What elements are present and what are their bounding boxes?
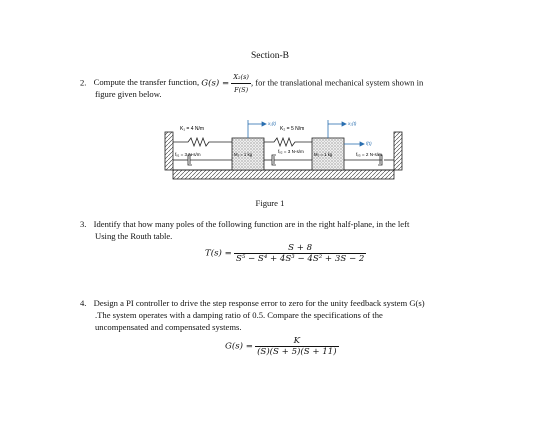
fv3-label: fᵥ₃ = 2 N-s/m	[356, 152, 382, 157]
ground	[173, 170, 394, 179]
question-4	[80, 297, 500, 309]
fraction-numerator: X₂(s)	[231, 71, 251, 84]
damper-fv2	[264, 155, 312, 165]
transfer-function-fraction	[231, 71, 251, 96]
fraction-numerator: K	[255, 336, 339, 347]
x1-label: x₁(t)	[268, 121, 277, 126]
question-text: Identify that how many poles of the following function are in the right half-plane, in the left	[93, 219, 410, 229]
question-number: 4.	[80, 298, 87, 308]
question-text-cont: , for the translational mechanical system shown in	[250, 77, 424, 88]
fv2-label: fᵥ₂ = 3 N-s/m	[278, 149, 304, 154]
question-number: 2.	[80, 77, 87, 88]
question-text: Design a PI controller to drive the step response error to zero for the unity feedback system G(s)	[93, 298, 425, 308]
equation-lhs: T(s) =	[205, 248, 232, 259]
force-label: f(t)	[366, 141, 372, 146]
fraction-denominator: S⁵ − S⁴ + 4S³ − 4S² + 3S − 2	[235, 254, 365, 264]
k2-label: K₂ = 5 N/m	[280, 126, 305, 132]
m1-label: M₁ = 1 kg	[234, 152, 253, 157]
question-4-line-3: uncompensated and compensated systems.	[95, 322, 242, 332]
question-3	[80, 218, 500, 230]
fraction-denominator: F(S)	[234, 86, 249, 94]
equation-fraction	[234, 243, 366, 264]
spring-k2	[264, 138, 312, 146]
equation-fraction	[255, 336, 339, 357]
spring-k1	[173, 138, 232, 146]
routh-equation	[205, 243, 366, 264]
k1-label: K₁ = 4 N/m	[180, 126, 205, 132]
right-wall	[394, 132, 402, 170]
x2-label: x₂(t)	[348, 121, 357, 126]
fraction-numerator: S + 8	[234, 243, 366, 254]
question-text: Compute the transfer function,	[93, 77, 200, 88]
formula-lhs: G(s) =	[201, 78, 230, 89]
question-4-line-2: .The system operates with a damping ratio of 0.5. Compare the specifications of the	[95, 310, 383, 320]
question-3-line-2: Using the Routh table.	[95, 231, 173, 241]
m2-label: M₂ = 1 kg	[314, 152, 333, 157]
question-number: 3.	[80, 219, 87, 229]
equation-lhs: G(s) =	[225, 341, 253, 352]
mechanical-system-figure	[160, 112, 410, 192]
fv1-label: fᵥ₁ = 3 N-s/m	[175, 152, 201, 157]
fraction-denominator: (S)(S + 5)(S + 11)	[257, 347, 337, 357]
question-2-line-2: figure given below.	[95, 89, 162, 99]
left-wall	[165, 132, 173, 170]
figure-caption: Figure 1	[255, 198, 285, 208]
section-title: Section-B	[251, 51, 289, 61]
plant-equation	[225, 336, 339, 357]
